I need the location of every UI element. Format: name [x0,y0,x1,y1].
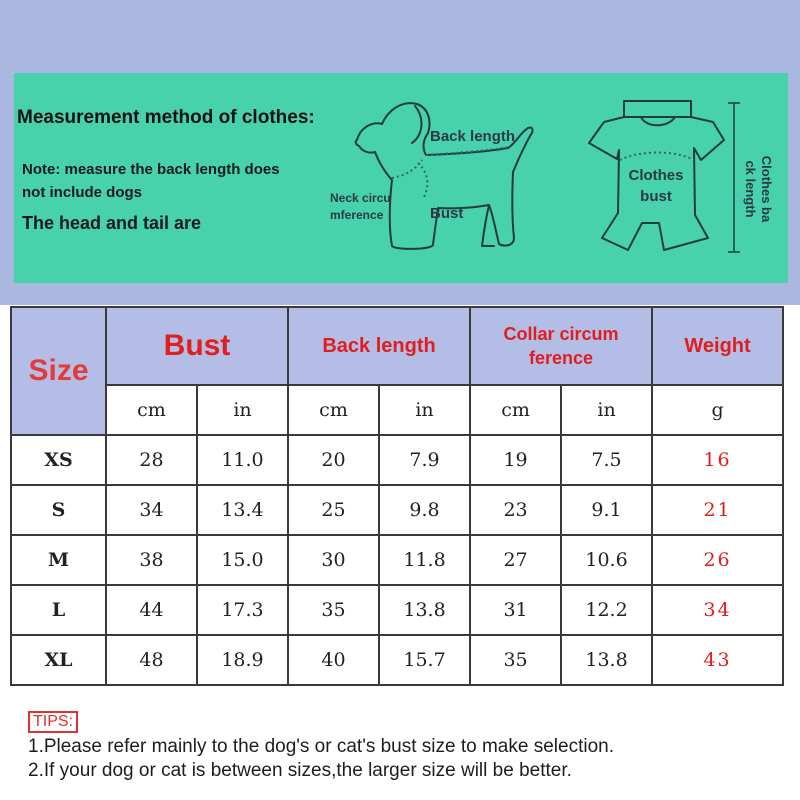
collar-in-cell: 9.1 [561,485,652,535]
size-cell: XL [11,635,106,685]
size-cell: L [11,585,106,635]
back-in-cell: 11.8 [379,535,470,585]
bust-cm-cell: 28 [106,435,197,485]
table-row [11,485,783,535]
bust-in-cell: 11.0 [197,435,288,485]
unit-cell: cm [470,385,561,435]
unit-cell: g [652,385,783,435]
table-row [11,585,783,635]
back-length-header: Back length [288,307,470,385]
table-row [11,535,783,585]
collar-in-cell: 10.6 [561,535,652,585]
bust-in-cell: 15.0 [197,535,288,585]
table-row [11,635,783,685]
measurement-illustration [0,0,800,305]
clothes-bust-label [626,165,686,207]
dog-back-length-label: Back length [430,128,516,145]
weight-cell: 21 [652,485,783,535]
collar-header-line-2: ference [529,348,594,368]
bust-cm-cell: 34 [106,485,197,535]
unit-cell: cm [106,385,197,435]
collar-cm-cell: 27 [470,535,561,585]
tip-line-2: 2.If your dog or cat is between sizes,the larger size will be better. [28,760,572,781]
back-cm-cell: 40 [288,635,379,685]
tips-label: TIPS: [28,711,78,733]
collar-header-line-1: Collar circum [503,324,619,344]
bust-cm-cell: 44 [106,585,197,635]
bust-cm-cell: 38 [106,535,197,585]
collar-cm-cell: 23 [470,485,561,535]
table-row [11,435,783,485]
back-in-cell: 13.8 [379,585,470,635]
back-cm-cell: 25 [288,485,379,535]
header-row-units [11,385,783,435]
clothes-back-length-label [742,144,774,234]
unit-cell: in [197,385,288,435]
dog-bust-label: Bust [430,205,464,222]
back-in-cell: 15.7 [379,635,470,685]
back-cm-cell: 20 [288,435,379,485]
weight-cell: 34 [652,585,783,635]
collar-cm-cell: 35 [470,635,561,685]
collar-cm-cell: 19 [470,435,561,485]
note-line-2: not include dogs [22,184,142,201]
size-chart-table [10,306,784,686]
dog-neck-label-line-1: Neck circu [330,191,391,205]
note-line-1: Note: measure the back length does [22,161,280,178]
measurement-note-2: The head and tail are [22,213,202,233]
collar-header [470,307,652,385]
weight-cell: 26 [652,535,783,585]
bust-cm-cell: 48 [106,635,197,685]
weight-header: Weight [652,307,783,385]
collar-in-cell: 12.2 [561,585,652,635]
clothes-bust-label-line-2: bust [640,188,672,205]
measurement-title: Measurement method of clothes: [17,107,315,128]
dog-neck-label [330,190,391,224]
length-arrow-icon [728,103,740,252]
unit-cell: in [379,385,470,435]
unit-cell: cm [288,385,379,435]
weight-cell: 16 [652,435,783,485]
size-cell: M [11,535,106,585]
back-in-cell: 7.9 [379,435,470,485]
bust-header: Bust [106,307,288,385]
bust-in-cell: 13.4 [197,485,288,535]
dog-neck-label-line-2: mference [330,208,384,222]
unit-cell: in [561,385,652,435]
collar-cm-cell: 31 [470,585,561,635]
clothes-back-label-line-1: Clothes ba [759,155,774,223]
back-cm-cell: 35 [288,585,379,635]
size-cell: S [11,485,106,535]
dog-outline-icon [356,103,533,249]
bust-in-cell: 17.3 [197,585,288,635]
bust-in-cell: 18.9 [197,635,288,685]
back-cm-cell: 30 [288,535,379,585]
clothes-bust-label-line-1: Clothes [628,167,684,184]
size-column-header: Size [11,307,106,435]
weight-cell: 43 [652,635,783,685]
size-cell: XS [11,435,106,485]
header-row-groups [11,307,783,385]
tip-line-1: 1.Please refer mainly to the dog's or cat's bust size to make selection. [28,736,614,757]
collar-in-cell: 13.8 [561,635,652,685]
back-in-cell: 9.8 [379,485,470,535]
clothes-measure-lines [620,153,694,161]
clothes-back-label-line-2: ck length [743,160,758,218]
collar-in-cell: 7.5 [561,435,652,485]
